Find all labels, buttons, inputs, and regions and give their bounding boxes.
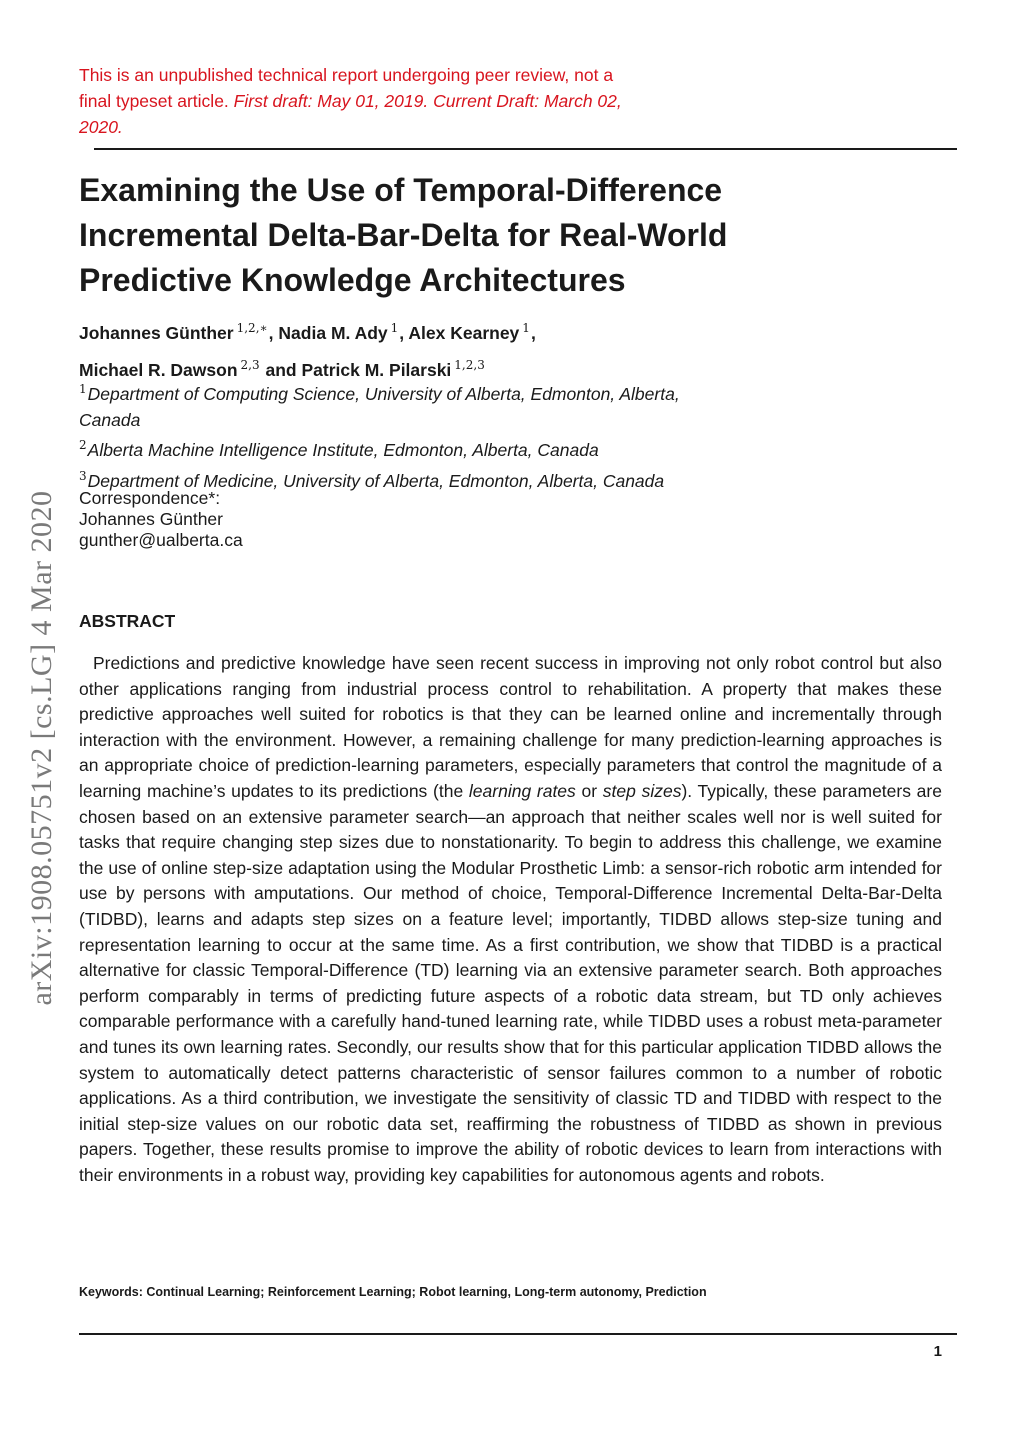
- author-list: [79, 312, 939, 386]
- author-name: Alex Kearney: [408, 323, 520, 343]
- affiliation-continuation: Canada: [79, 409, 141, 430]
- keywords: Keywords: Continual Learning; Reinforcement Learning; Robot learning, Long-term autonomy, Prediction: [79, 1285, 707, 1299]
- author-affiliation-mark: 1,2,∗: [236, 321, 268, 335]
- affiliation-text: Alberta Machine Intelligence Institute, Edmonton, Alberta, Canada: [87, 440, 599, 460]
- title-line: Examining the Use of Temporal-Difference: [79, 172, 723, 208]
- abstract-text: or: [581, 780, 598, 801]
- author-separator: and: [265, 360, 297, 380]
- author-separator: ,: [268, 323, 274, 343]
- abstract-emphasis: learning rates: [468, 780, 576, 801]
- affiliation-list: [79, 377, 939, 494]
- affiliation-number: 1: [79, 382, 87, 396]
- author-affiliation-mark: 1: [522, 321, 530, 335]
- affiliation-text: Department of Medicine, University of Alberta, Edmonton, Alberta, Canada: [87, 470, 665, 491]
- notice-first-draft: First draft: May 01, 2019.: [233, 91, 429, 111]
- author-affiliation-mark: 2,3: [240, 358, 260, 372]
- header-rule: [94, 148, 957, 150]
- title-line: Predictive Knowledge Architectures: [79, 262, 626, 298]
- notice-text: This is an unpublished technical report undergoing peer review, not a final typeset article.: [79, 65, 614, 111]
- correspondence-name: Johannes Günther: [79, 509, 223, 529]
- affiliation-item: [79, 377, 939, 408]
- author-name: Nadia M. Ady: [278, 323, 388, 343]
- author-name: Patrick M. Pilarski: [301, 360, 452, 380]
- correspondence-label: Correspondence*:: [79, 488, 221, 508]
- arxiv-stamp: arXiv:1908.05751v2 [cs.LG] 4 Mar 2020: [25, 490, 58, 1006]
- abstract-text: ). Typically, these parameters are chosen based on an extensive parameter search—an approach that neither scales well nor is well suited for tasks that require changing step sizes due to nonstationarity. To begin to address this challenge, we examine the use of online step-size adaptation using the Modular Prosthetic Limb: a sensor-rich robotic arm intended for use by persons with amputations. Our method of choice, Temporal-Difference Incremental Delta-Bar-Delta (TIDBD), learns and adapts step sizes on a feature level; importantly, TIDBD allows step-size tuning and representation learning to occur at the same time. As a first contribution, we show that TIDBD is a practical alternative for classic Temporal-Difference (TD) learning via an extensive parameter search. Both approaches perform comparably in terms of predicting future aspects of a robotic data stream, but TD only achieves comparable performance with a carefully hand-tuned learning rate, while TIDBD uses a robust meta-parameter and tunes its own learning rates. Secondly, our results show that for this particular application TIDBD allows the system to automatically detect patterns characteristic of sensor failures common to a number of robotic applications. As a third contribution, we investigate the sensitivity of classic TD and TIDBD with respect to the initial step-size values on our robotic data set, reaffirming the robustness of TIDBD as shown in previous papers. Together, these results promise to improve the ability of robotic devices to learn from interactions with their environments in a robust way, providing key capabilities for autonomous agents and robots.: [79, 780, 942, 1185]
- author-affiliation-mark: 1: [390, 321, 399, 335]
- author-line: [79, 312, 939, 349]
- affiliation-item: [79, 433, 939, 464]
- correspondence-email[interactable]: gunther@ualberta.ca: [79, 530, 243, 550]
- author-separator: ,: [530, 323, 536, 343]
- author-name: Michael R. Dawson: [79, 360, 238, 380]
- abstract-text: Predictions and predictive knowledge have seen recent success in improving not only robot control but also other applications ranging from industrial process control to rehabilitation. A property that makes these predictive approaches well suited for robotics is that they can be learned online and incrementally through interaction with the environment. However, a remaining challenge for many prediction-learning approaches is an appropriate choice of prediction-learning parameters, especially parameters that control the magnitude of a learning machine’s updates to its predictions (the: [79, 653, 942, 801]
- draft-notice: [79, 62, 639, 140]
- affiliation-number: 3: [79, 468, 87, 483]
- abstract-heading: ABSTRACT: [79, 611, 176, 631]
- notice-current-draft: Current Draft: March 02, 2020.: [79, 91, 622, 137]
- page-number: 1: [933, 1343, 942, 1360]
- affiliation-number: 2: [79, 438, 87, 452]
- abstract-body: [79, 651, 942, 1188]
- abstract-emphasis: step sizes: [602, 780, 682, 801]
- paper-title: [79, 168, 939, 303]
- author-name: Johannes Günther: [79, 323, 234, 343]
- title-line: Incremental Delta-Bar-Delta for Real-World: [79, 217, 728, 253]
- author-affiliation-mark: 1,2,3: [454, 358, 485, 372]
- author-separator: ,: [399, 323, 405, 343]
- correspondence-block: [79, 488, 243, 551]
- affiliation-text: Department of Computing Science, University of Alberta, Edmonton, Alberta,: [87, 384, 680, 404]
- footer-rule: [79, 1333, 957, 1335]
